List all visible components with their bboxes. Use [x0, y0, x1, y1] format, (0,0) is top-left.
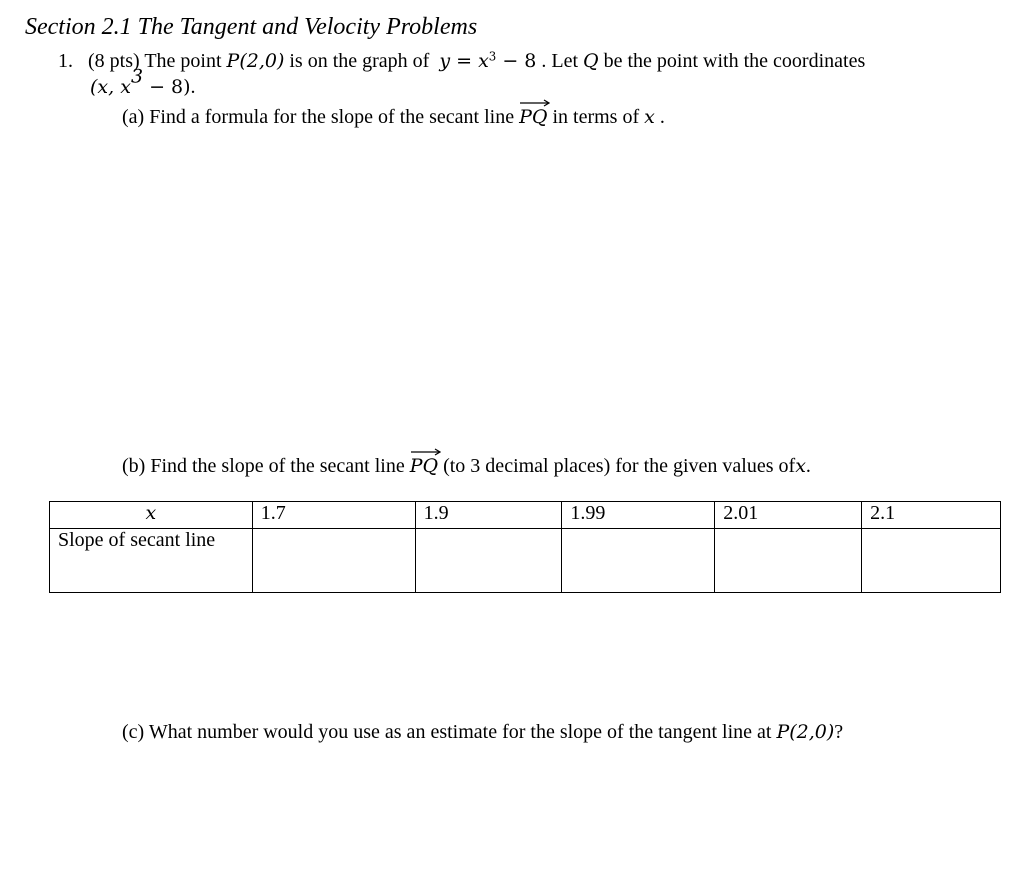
- part-a: [122, 106, 665, 129]
- table-cell-x: 1.7: [252, 502, 415, 529]
- point-q: Q: [583, 50, 599, 72]
- secant-line-label: PQ: [519, 106, 548, 128]
- part-b-variable: x: [795, 455, 806, 477]
- table-cell-x: 2.1: [862, 502, 1001, 529]
- part-a-text-after: in terms of: [552, 106, 640, 128]
- secant-line-label: PQ: [409, 455, 439, 477]
- part-c-point: P(2,0): [776, 721, 835, 743]
- part-b: [122, 455, 811, 478]
- secant-slope-table: [49, 501, 1001, 593]
- problem-number: 1.: [58, 50, 73, 72]
- part-a-end: .: [659, 106, 665, 128]
- table-cell-slope-answer[interactable]: [715, 529, 862, 593]
- x-label: x: [145, 502, 157, 524]
- problem-text-4: be the point with the coordinates: [603, 50, 866, 72]
- problem-statement: [58, 50, 865, 73]
- equation-rhs: − 8: [496, 50, 537, 72]
- part-c-end: ?: [834, 721, 844, 743]
- table-cell-slope-answer[interactable]: [562, 529, 715, 593]
- part-c-text: (c) What number would you use as an estimate for the slope of the tangent line at: [122, 721, 772, 743]
- table-cell-slope-answer[interactable]: [415, 529, 562, 593]
- vector-arrow-icon: [411, 448, 441, 456]
- equation-lhs: y = x: [439, 50, 489, 72]
- secant-line-pq: [519, 106, 547, 128]
- table-cell-slope-answer[interactable]: [862, 529, 1001, 593]
- problem-text-1: The point: [144, 50, 222, 72]
- problem-text-2: is on the graph of: [289, 50, 430, 72]
- table-cell-x: 1.9: [415, 502, 562, 529]
- table-header-slope: Slope of secant line: [50, 529, 253, 593]
- table-cell-x: 1.99: [562, 502, 715, 529]
- table-cell-slope-answer[interactable]: [252, 529, 415, 593]
- table-header-x: [50, 502, 253, 529]
- q-coordinates: [90, 65, 196, 99]
- section-title: Section 2.1 The Tangent and Velocity Problems: [25, 14, 478, 40]
- table-cell-x: 2.01: [715, 502, 862, 529]
- secant-line-pq: [410, 455, 438, 477]
- part-b-text-after: (to 3 decimal places) for the given values of: [443, 455, 796, 477]
- table-row-slope: [50, 529, 1001, 593]
- problem-points: (8 pts): [88, 50, 140, 72]
- part-b-text: (b) Find the slope of the secant line: [122, 455, 405, 477]
- problem-text-3: . Let: [541, 50, 579, 72]
- coordinates-close: − 8): [143, 76, 191, 98]
- coordinates-open: (x, x: [90, 76, 131, 98]
- vector-arrow-icon: [520, 99, 550, 107]
- part-c: [122, 721, 843, 744]
- part-b-end: .: [805, 455, 811, 477]
- table-row-x: [50, 502, 1001, 529]
- function-equation: [439, 50, 536, 72]
- equation-exponent: 3: [488, 49, 497, 64]
- part-a-text: (a) Find a formula for the slope of the secant line: [122, 106, 515, 128]
- coordinates-end: .: [190, 76, 196, 98]
- point-p: P(2,0): [226, 50, 285, 72]
- part-a-variable: x: [644, 106, 655, 128]
- coordinates-exponent: 3: [130, 65, 144, 88]
